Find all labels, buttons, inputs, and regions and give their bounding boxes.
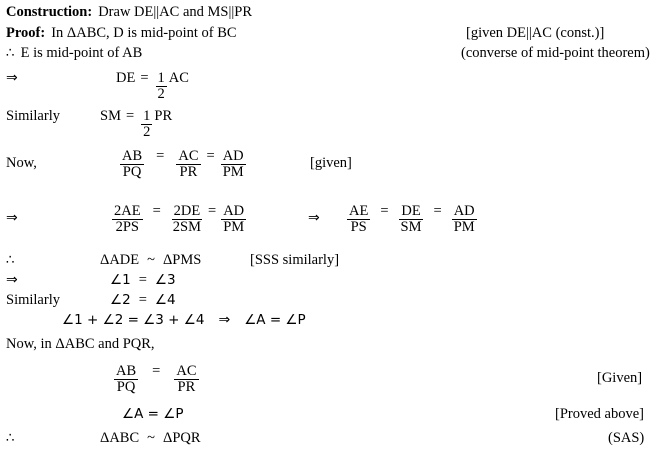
therefore-symbol-3-row bbox=[6, 430, 15, 446]
ab-over-pq-fraction-2 bbox=[114, 364, 138, 395]
now-in-triangles-text: Now, in ΔABC and PQR, bbox=[6, 336, 155, 352]
construction-text: Draw DE||AC and MS||PR bbox=[98, 4, 252, 20]
given-note-1: [given DE||AC (const.)] bbox=[466, 25, 605, 41]
similarly-text-2: Similarly bbox=[6, 292, 60, 308]
pr-label: PR bbox=[154, 108, 173, 124]
sss-note: [SSS similarly] bbox=[250, 252, 340, 268]
angle-a-equals-angle-p-2: ∠A = ∠P bbox=[122, 406, 184, 422]
pq-denominator-2: PQ bbox=[116, 379, 136, 396]
therefore-symbol-1: ∴ bbox=[6, 45, 15, 61]
one-half-fraction-2 bbox=[141, 109, 152, 140]
ac-numerator-2: AC bbox=[176, 363, 197, 379]
equals-sign-3: = bbox=[152, 203, 161, 219]
ps-denominator: PS bbox=[350, 219, 367, 236]
two-ae-over-two-ps-fraction bbox=[112, 204, 143, 235]
given-note-3: [Given] bbox=[597, 370, 643, 386]
angle-4-label: ∠4 bbox=[154, 292, 176, 308]
similarly-label-2 bbox=[6, 292, 60, 309]
pm-denominator-2: PM bbox=[223, 219, 245, 236]
half-denominator-2: 2 bbox=[143, 124, 151, 141]
de-equals-sign: = bbox=[140, 70, 149, 86]
construction-line bbox=[6, 4, 252, 21]
ratio-chain-2 bbox=[110, 203, 248, 235]
sm-label: SM bbox=[100, 108, 121, 124]
ac-over-pr-fraction bbox=[176, 149, 200, 180]
pr-denominator-2: PR bbox=[177, 379, 196, 396]
sm-equals-half-pr bbox=[100, 108, 172, 140]
similarly-label-1 bbox=[6, 108, 60, 125]
half-denominator-1: 2 bbox=[157, 86, 165, 103]
therefore-e-midpoint-text: E is mid-point of AB bbox=[20, 45, 143, 61]
angle-equals-sign-2: = bbox=[138, 292, 147, 308]
equals-sign-6: = bbox=[433, 203, 442, 219]
given-note-2: [given] bbox=[310, 155, 352, 171]
implies-symbol-1-row bbox=[6, 70, 18, 86]
sm-denominator: SM bbox=[400, 219, 422, 236]
ad-numerator-3: AD bbox=[453, 203, 475, 219]
therefore-symbol-3: ∴ bbox=[6, 430, 15, 446]
equals-sign-1: = bbox=[156, 148, 165, 164]
construction-label: Construction: bbox=[6, 4, 93, 20]
ratio-chain-1 bbox=[118, 148, 248, 180]
implies-symbol-3: ⇒ bbox=[308, 210, 320, 226]
angle-a-equals-angle-p-row bbox=[122, 406, 183, 422]
proof-label: Proof: bbox=[6, 25, 46, 41]
similarly-text-1: Similarly bbox=[6, 108, 60, 124]
similar-symbol-2: ~ bbox=[147, 430, 155, 446]
therefore-symbol-2: ∴ bbox=[6, 252, 15, 268]
angle-1-label: ∠1 bbox=[110, 272, 131, 288]
half-numerator-2: 1 bbox=[143, 108, 151, 124]
pr-denominator: PR bbox=[179, 164, 198, 181]
de-label: DE bbox=[116, 70, 136, 86]
pm-denominator-3: PM bbox=[453, 219, 475, 236]
ratio-chain-4 bbox=[112, 363, 201, 395]
triangle-abc-label: ΔABC bbox=[100, 430, 140, 446]
ratio-chain-3 bbox=[345, 203, 479, 235]
converse-note: (converse of mid-point theorem) bbox=[461, 45, 650, 61]
angle-3-label: ∠3 bbox=[154, 272, 176, 288]
angle2-equals-angle4 bbox=[110, 292, 176, 309]
equals-sign-4: = bbox=[208, 203, 217, 219]
ac-numerator: AC bbox=[178, 148, 199, 164]
implies-symbol-2-row bbox=[6, 210, 18, 226]
ad-over-pm-fraction-2 bbox=[221, 204, 246, 235]
angle1-equals-angle3 bbox=[110, 272, 176, 289]
implies-symbol-4-row bbox=[6, 272, 18, 288]
ad-numerator-2: AD bbox=[223, 203, 245, 219]
implies-symbol-5: ⇒ bbox=[218, 312, 231, 328]
equals-sign-5: = bbox=[380, 203, 389, 219]
equals-sign-2: = bbox=[206, 148, 215, 164]
two-ae-numerator: 2AE bbox=[114, 203, 141, 219]
de-numerator: DE bbox=[401, 203, 421, 219]
triangle-pqr-label: ΔPQR bbox=[163, 430, 201, 446]
ae-numerator: AE bbox=[349, 203, 369, 219]
triangle-abc-similar-pqr bbox=[100, 430, 201, 447]
therefore-e-midpoint-line bbox=[6, 45, 142, 62]
de-over-sm-fraction bbox=[399, 204, 424, 235]
proof-line bbox=[6, 25, 237, 42]
two-ps-denominator: 2PS bbox=[115, 219, 139, 236]
now-in-triangles-line bbox=[6, 336, 155, 353]
equals-sign-7: = bbox=[152, 363, 161, 379]
triangle-ade-similar-pms bbox=[100, 252, 201, 269]
two-de-numerator: 2DE bbox=[173, 203, 201, 219]
proved-above-note: [Proved above] bbox=[555, 406, 644, 422]
one-half-fraction-1 bbox=[156, 71, 167, 102]
pm-denominator: PM bbox=[222, 164, 244, 181]
ab-numerator: AB bbox=[122, 148, 143, 164]
implies-symbol-2: ⇒ bbox=[6, 210, 18, 226]
half-numerator-1: 1 bbox=[157, 70, 165, 86]
sas-note: (SAS) bbox=[608, 430, 645, 446]
implies-symbol-3-row bbox=[308, 210, 320, 226]
triangle-pms-label: ΔPMS bbox=[162, 252, 202, 268]
implies-symbol-1: ⇒ bbox=[6, 70, 18, 86]
angle-sum-line bbox=[62, 312, 306, 328]
ad-over-pm-fraction bbox=[221, 149, 246, 180]
angle-sum-text: ∠1 + ∠2 = ∠3 + ∠4 bbox=[62, 312, 205, 328]
two-de-over-two-sm-fraction bbox=[171, 204, 203, 235]
similar-symbol-1: ~ bbox=[147, 252, 155, 268]
ab-over-pq-fraction bbox=[120, 149, 144, 180]
ad-over-pm-fraction-3 bbox=[452, 204, 477, 235]
ae-over-ps-fraction bbox=[347, 204, 370, 235]
proof-text: In ΔABC, D is mid-point of BC bbox=[51, 25, 237, 41]
now-label-row bbox=[6, 155, 37, 172]
ac-over-pr-fraction-2 bbox=[174, 364, 198, 395]
implies-symbol-4: ⇒ bbox=[6, 272, 18, 288]
ac-label: AC bbox=[168, 70, 189, 86]
angle-2-label: ∠2 bbox=[110, 292, 131, 308]
de-equals-half-ac bbox=[116, 70, 189, 102]
ab-numerator-2: AB bbox=[116, 363, 137, 379]
therefore-symbol-2-row bbox=[6, 252, 15, 268]
angle-equals-sign-1: = bbox=[138, 272, 147, 288]
two-sm-denominator: 2SM bbox=[172, 219, 201, 236]
pq-denominator: PQ bbox=[122, 164, 142, 181]
ad-numerator: AD bbox=[222, 148, 244, 164]
now-label: Now, bbox=[6, 155, 37, 171]
angle-a-equals-angle-p-1: ∠A = ∠P bbox=[244, 312, 306, 328]
triangle-ade-label: ΔADE bbox=[100, 252, 140, 268]
sm-equals-sign: = bbox=[125, 108, 135, 124]
